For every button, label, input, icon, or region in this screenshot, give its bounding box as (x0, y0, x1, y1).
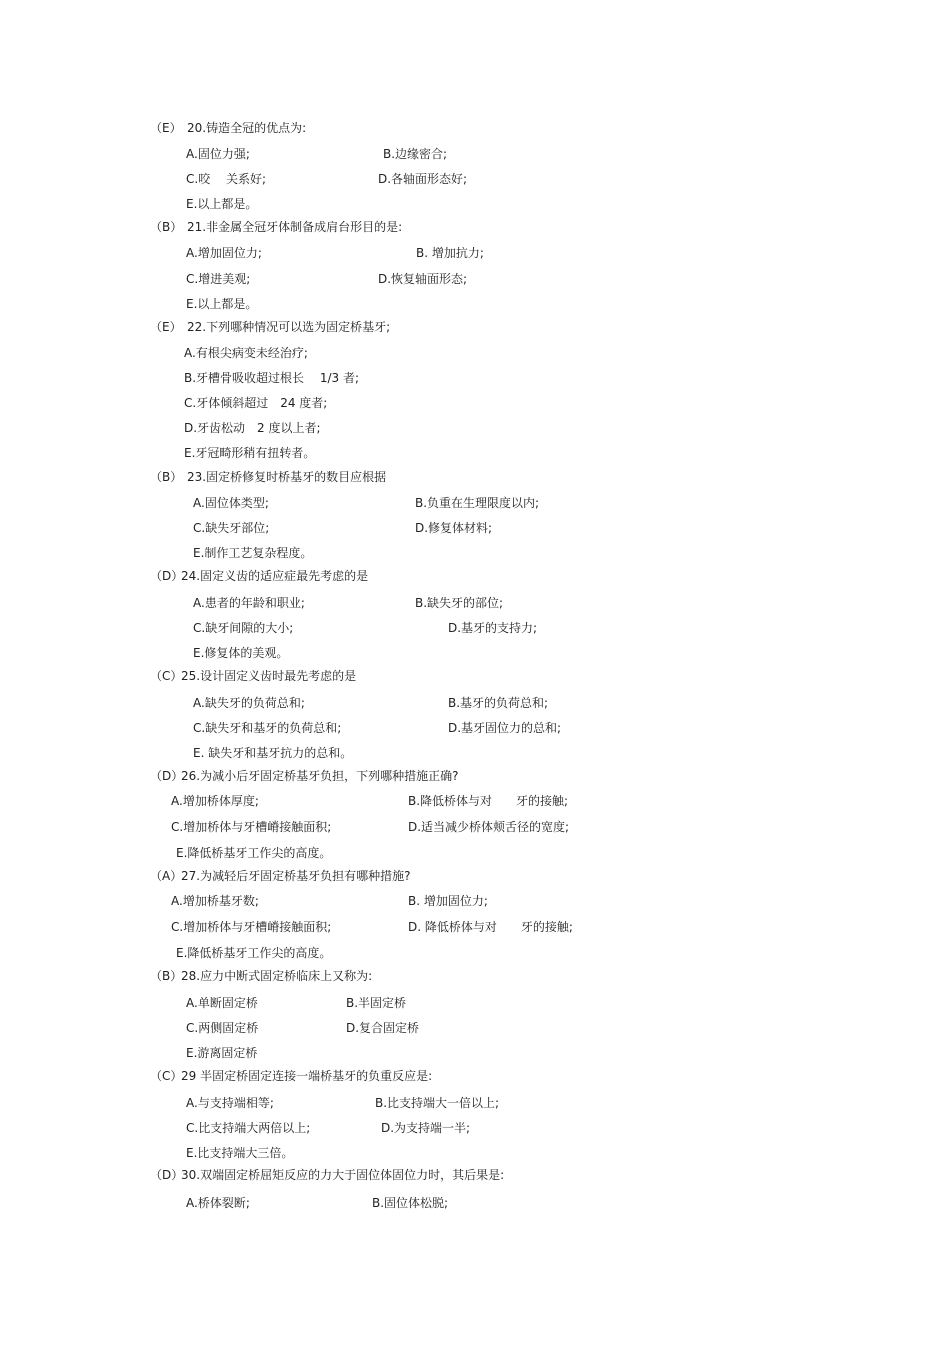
option-a: A.患者的年龄和职业; (193, 596, 305, 610)
answer-label: （B） (150, 220, 183, 234)
option-b: B.负重在生理限度以内; (415, 496, 540, 510)
option-b: B. 增加抗力; (416, 246, 484, 260)
option-a: A.单断固定桥 (186, 996, 258, 1010)
option-d: D.基牙固位力的总和; (448, 721, 562, 735)
option-a: A.增加桥基牙数; (171, 894, 259, 908)
option-c: C.牙体倾斜超过 24 度者; (184, 396, 328, 410)
answer-label: （B） (150, 969, 183, 983)
option-c: C.缺失牙和基牙的负荷总和; (193, 721, 342, 735)
option-e: E.降低桥基牙工作尖的高度。 (176, 846, 332, 860)
option-e: E.以上都是。 (186, 197, 258, 211)
option-e: E.以上都是。 (186, 297, 258, 311)
option-d: D.修复体材料; (415, 521, 493, 535)
option-a: A.固位体类型; (193, 496, 269, 510)
option-b: B.降低桥体与对 牙的接触; (408, 794, 569, 808)
option-c: C.增进美观; (186, 272, 251, 286)
question-stem: 28.应力中断式固定桥临床上又称为: (181, 969, 373, 983)
question-stem: 22.下列哪种情况可以选为固定桥基牙; (187, 320, 391, 334)
option-b: B.半固定桥 (346, 996, 407, 1010)
option-a: A.增加固位力; (186, 246, 262, 260)
option-c: C.增加桥体与牙槽嵴接触面积; (171, 820, 332, 834)
option-e: E.牙冠畸形稍有扭转者。 (184, 446, 316, 460)
option-a: A.固位力强; (186, 147, 250, 161)
answer-label: （E） (150, 320, 182, 334)
question-stem: 23.固定桥修复时桥基牙的数目应根据 (187, 470, 387, 484)
option-d: D.为支持端一半; (381, 1121, 471, 1135)
option-b: B. 增加固位力; (408, 894, 488, 908)
option-a: A.与支持端相等; (186, 1096, 274, 1110)
option-b: B.缺失牙的部位; (415, 596, 504, 610)
answer-label: （E） (150, 121, 182, 135)
option-d: D.复合固定桥 (346, 1021, 420, 1035)
option-d: D. 降低桥体与对 牙的接触; (408, 920, 573, 934)
answer-label: （C） (150, 1069, 183, 1083)
option-b: B.比支持端大一倍以上; (375, 1096, 500, 1110)
option-d: D.牙齿松动 2 度以上者; (184, 421, 321, 435)
option-d: D.适当减少桥体颊舌径的宽度; (408, 820, 570, 834)
option-e: E.制作工艺复杂程度。 (193, 546, 313, 560)
question-stem: 27.为减轻后牙固定桥基牙负担有哪种措施? (181, 869, 411, 883)
option-e: E. 缺失牙和基牙抗力的总和。 (193, 746, 353, 760)
question-stem: 24.固定义齿的适应症最先考虑的是 (181, 569, 369, 583)
question-stem: 30.双端固定桥屈矩反应的力大于固位体固位力时，其后果是: (181, 1168, 505, 1182)
question-stem: 26.为减小后牙固定桥基牙负担，下列哪种措施正确? (181, 769, 459, 783)
option-c: C.缺牙间隙的大小; (193, 621, 294, 635)
question-stem: 21.非金属全冠牙体制备成肩台形目的是: (187, 220, 403, 234)
answer-label: （B） (150, 470, 183, 484)
option-b: B.基牙的负荷总和; (448, 696, 549, 710)
option-d: D.基牙的支持力; (448, 621, 538, 635)
option-a: A.缺失牙的负荷总和; (193, 696, 305, 710)
option-e: E.比支持端大三倍。 (186, 1146, 294, 1160)
answer-label: （D） (150, 569, 184, 583)
option-a: A.增加桥体厚度; (171, 794, 259, 808)
question-stem: 29 半固定桥固定连接一端桥基牙的负重反应是: (181, 1069, 433, 1083)
answer-label: （D） (150, 769, 184, 783)
option-e: E.降低桥基牙工作尖的高度。 (176, 946, 332, 960)
option-d: D.恢复轴面形态; (378, 272, 468, 286)
option-c: C.增加桥体与牙槽嵴接触面积; (171, 920, 332, 934)
answer-label: （A） (150, 869, 183, 883)
option-b: B.边缘密合; (383, 147, 448, 161)
option-c: C.缺失牙部位; (193, 521, 270, 535)
option-c: C.比支持端大两倍以上; (186, 1121, 311, 1135)
option-d: D.各轴面形态好; (378, 172, 468, 186)
question-stem: 25.设计固定义齿时最先考虑的是 (181, 669, 357, 683)
option-c: C.两侧固定桥 (186, 1021, 259, 1035)
question-stem: 20.铸造全冠的优点为: (187, 121, 307, 135)
option-e: E.游离固定桥 (186, 1046, 258, 1060)
option-b: B.固位体松脱; (372, 1196, 449, 1210)
answer-label: （D） (150, 1168, 184, 1182)
option-e: E.修复体的美观。 (193, 646, 289, 660)
option-a: A.桥体裂断; (186, 1196, 250, 1210)
option-b: B.牙槽骨吸收超过根长 1/3 者; (184, 371, 360, 385)
option-c: C.咬 关系好; (186, 172, 267, 186)
option-a: A.有根尖病变未经治疗; (184, 346, 308, 360)
answer-label: （C） (150, 669, 183, 683)
